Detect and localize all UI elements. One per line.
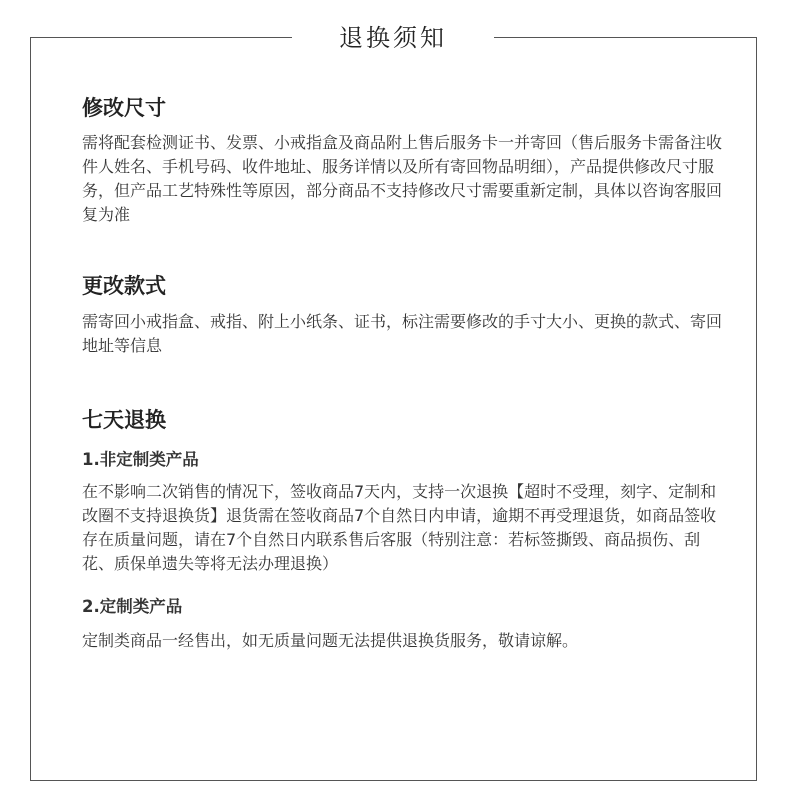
subsection-title-custom: 2.定制类产品 [82,597,183,616]
section-title-restyle: 更改款式 [82,274,166,298]
section-title-seven-day-return: 七天退换 [82,408,166,432]
notice-content [82,93,722,653]
subsection-body-custom: 定制类商品一经售出，如无质量问题无法提供退换货服务，敬请谅解。 [82,631,579,650]
section-body-restyle: 需寄回小戒指盒、戒指、附上小纸条、证书，标注需要修改的手寸大小、更换的款式、寄回地址等信息 [82,312,723,355]
subsection-title-non-custom: 1.非定制类产品 [82,450,199,469]
section-title-resize: 修改尺寸 [82,96,166,120]
section-body-resize: 需将配套检测证书、发票、小戒指盒及商品附上售后服务卡一并寄回（售后服务卡需备注收件人姓名、手机号码、收件地址、服务详情以及所有寄回物品明细），产品提供修改尺寸服务，但产品工艺特殊性等原因，部分商品不支持修改尺寸需要重新定制，具体以咨询客服回复为准 [82,133,723,224]
page-title: 退换须知 [339,24,447,52]
subsection-body-non-custom: 在不影响二次销售的情况下，签收商品7天内，支持一次退换【超时不受理，刻字、定制和改圈不支持退换货】退货需在签收商品7个自然日内申请，逾期不再受理退货，如商品签收存在质量问题，请在7个自然日内联系售后客服（特别注意：若标签撕毁、商品损伤、刮花、质保单遗失等将无法办理退换） [82,482,717,573]
